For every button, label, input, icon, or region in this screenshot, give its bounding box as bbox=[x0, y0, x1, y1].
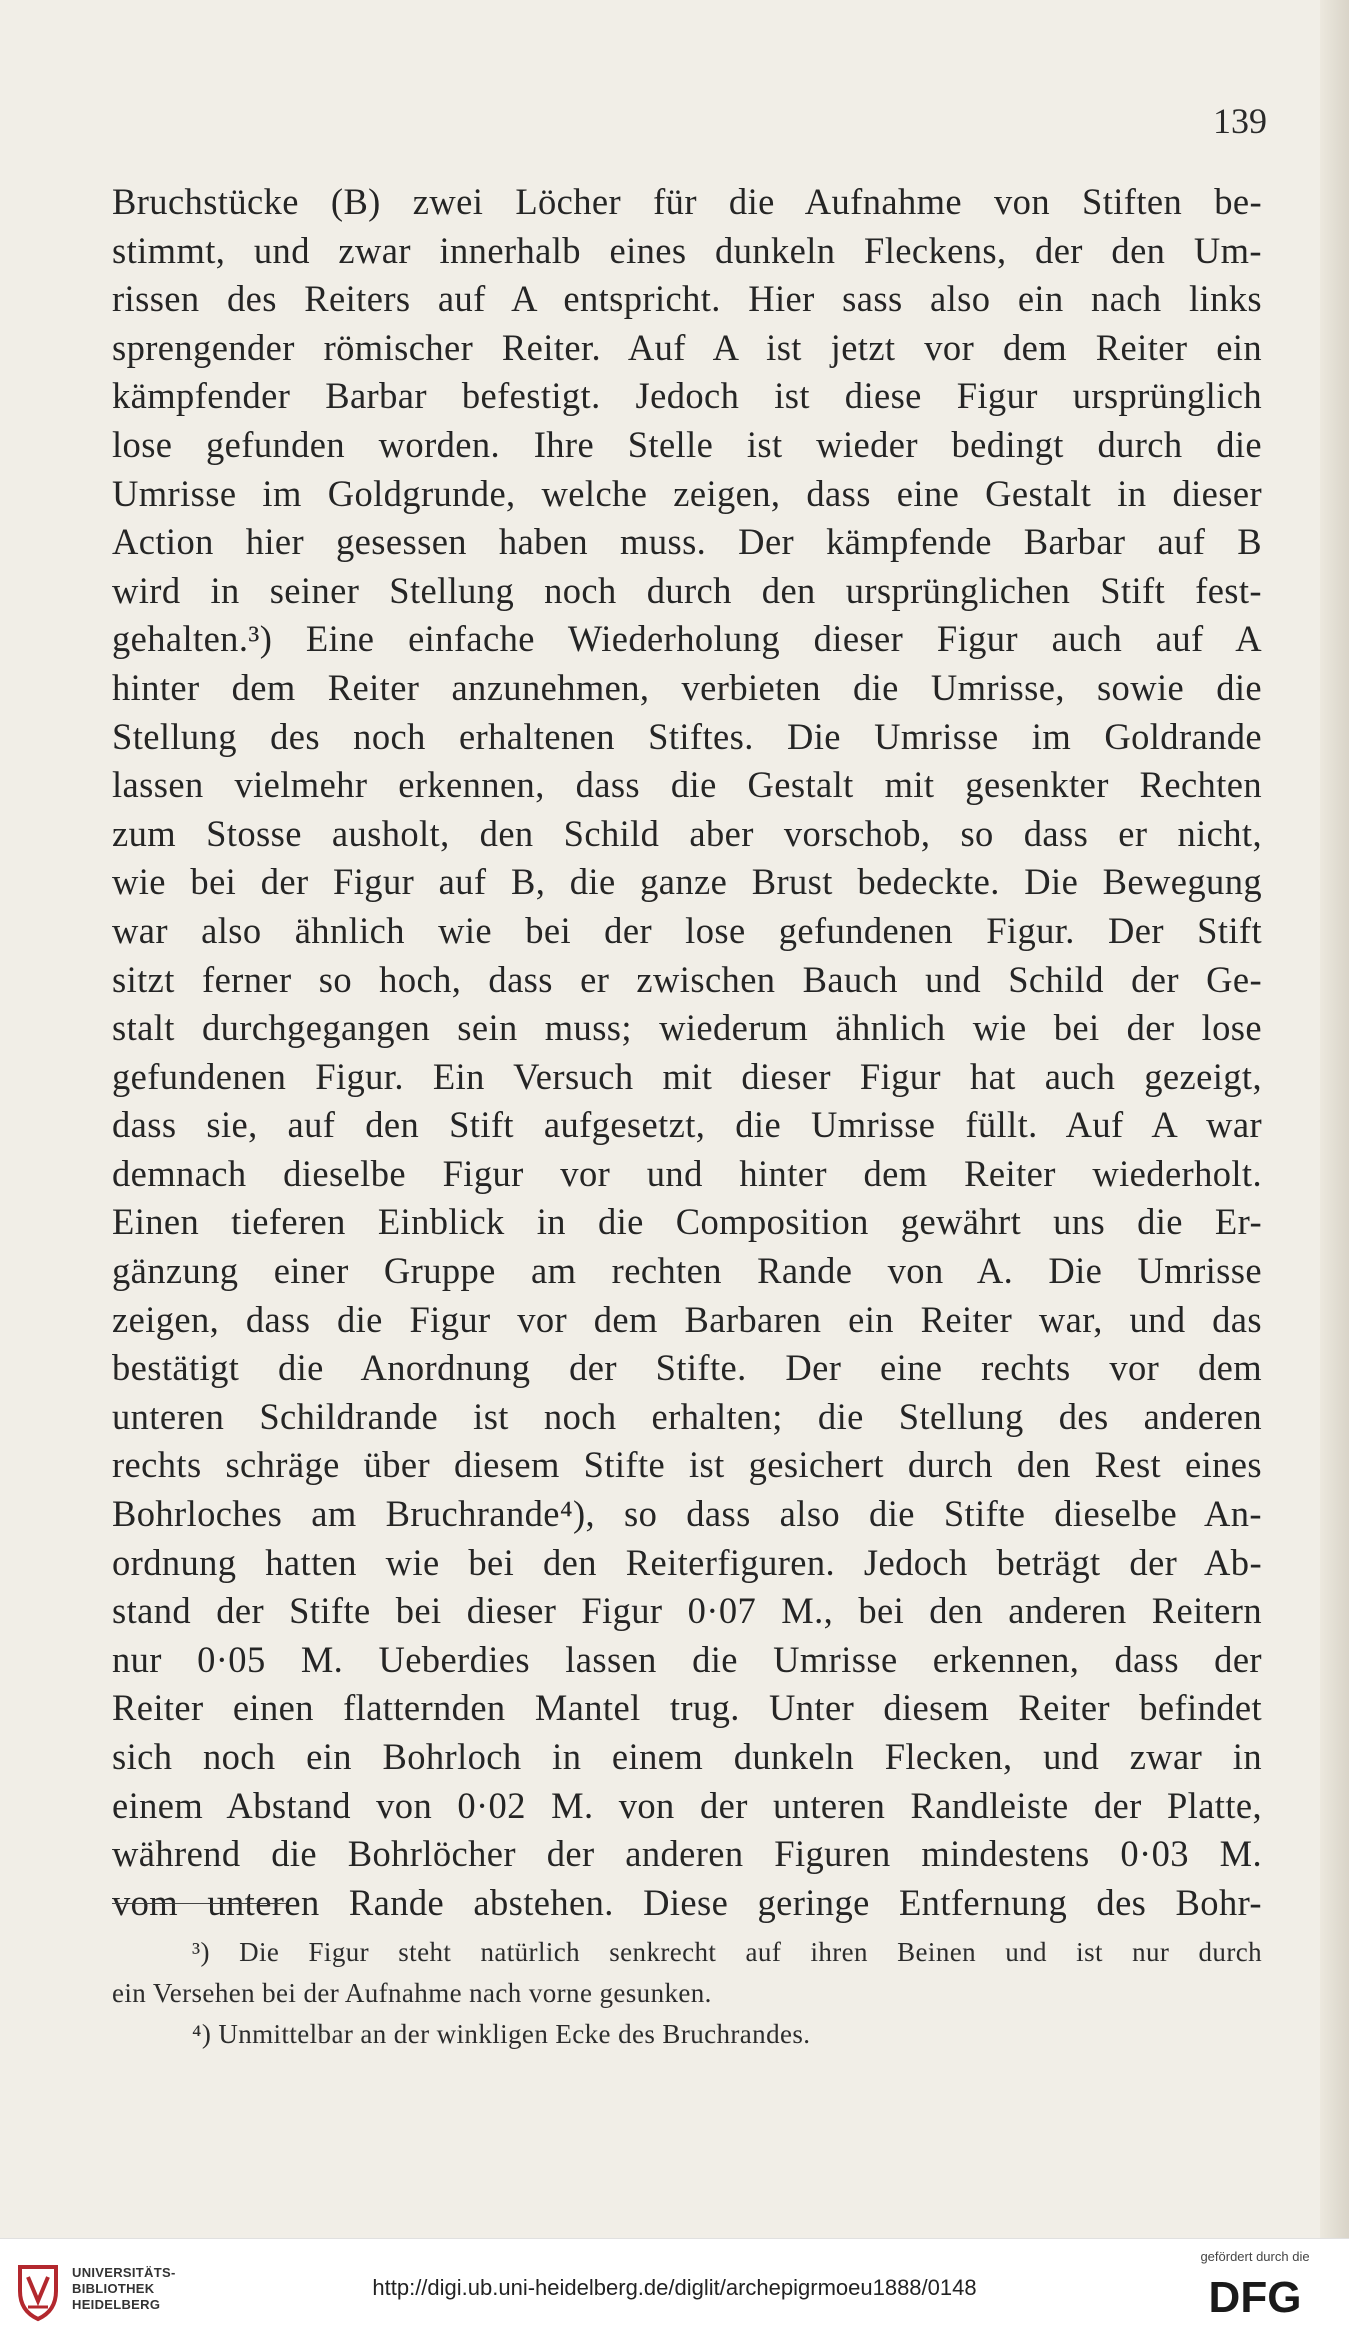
body-line: demnach dieselbe Figur vor und hinter dem Reiter wiederholt. bbox=[112, 1152, 1262, 1194]
body-line: kämpfender Barbar befestigt. Jedoch ist diese Figur ursprünglich bbox=[112, 375, 1262, 417]
body-line: stimmt, und zwar innerhalb eines dunkeln Fleckens, der den Um- bbox=[112, 229, 1262, 271]
body-line: rechts schräge über diesem Stifte ist gesichert durch den Rest eines bbox=[112, 1444, 1262, 1486]
body-line: wie bei der Figur auf B, die ganze Brust bedeckte. Die Bewegung bbox=[112, 861, 1262, 903]
body-line: lose gefunden worden. Ihre Stelle ist wieder bedingt durch die bbox=[112, 423, 1262, 465]
body-line: dass sie, auf den Stift aufgesetzt, die Umrisse füllt. Auf A war bbox=[112, 1104, 1262, 1146]
body-line: stand der Stifte bei dieser Figur 0·07 M., bei den anderen Reitern bbox=[112, 1590, 1262, 1632]
body-line: sitzt ferner so hoch, dass er zwischen Bauch und Schild der Ge- bbox=[112, 958, 1262, 1000]
body-line: gehalten.³) Eine einfache Wiederholung dieser Figur auch auf A bbox=[112, 618, 1262, 660]
page-number: 139 bbox=[1213, 101, 1267, 141]
body-line: nur 0·05 M. Ueberdies lassen die Umrisse erkennen, dass der bbox=[112, 1638, 1262, 1680]
body-line: sprengender römischer Reiter. Auf A ist jetzt vor dem Reiter ein bbox=[112, 326, 1262, 368]
body-line: Action hier gesessen haben muss. Der kämpfende Barbar auf B bbox=[112, 521, 1262, 563]
body-line: zeigen, dass die Figur vor dem Barbaren ein Reiter war, und das bbox=[112, 1298, 1262, 1340]
dfg-logo-text: DFG bbox=[1208, 2273, 1302, 2318]
body-line: gänzung einer Gruppe am rechten Rande von A. Die Umrisse bbox=[112, 1250, 1262, 1292]
body-line: rissen des Reiters auf A entspricht. Hier sass also ein nach links bbox=[112, 278, 1262, 320]
body-line: Stellung des noch erhaltenen Stiftes. Die Umrisse im Goldrande bbox=[112, 715, 1262, 757]
body-line: Einen tieferen Einblick in die Composition gewährt uns die Er- bbox=[112, 1201, 1262, 1243]
body-line: zum Stosse ausholt, den Schild aber vorschob, so dass er nicht, bbox=[112, 812, 1262, 854]
library-name-line-2: BIBLIOTHEK bbox=[72, 2281, 155, 2296]
viewer-footer bbox=[0, 2238, 1349, 2339]
body-line: sich noch ein Bohrloch in einem dunkeln Flecken, und zwar in bbox=[112, 1736, 1262, 1777]
footnotes bbox=[112, 1932, 1262, 2055]
body-line: stalt durchgegangen sein muss; wiederum ähnlich wie bei der lose bbox=[112, 1007, 1262, 1049]
footnote-divider bbox=[112, 1903, 287, 1904]
body-line: gefundenen Figur. Ein Versuch mit dieser Figur hat auch gezeigt, bbox=[112, 1055, 1262, 1097]
body-line: bestätigt die Anordnung der Stifte. Der eine rechts vor dem bbox=[112, 1347, 1262, 1389]
body-line: Reiter einen flatternden Mantel trug. Unter diesem Reiter befindet bbox=[112, 1687, 1262, 1729]
body-line: unteren Schildrande ist noch erhalten; die Stellung des anderen bbox=[112, 1395, 1262, 1437]
body-line: Umrisse im Goldgrunde, welche zeigen, dass eine Gestalt in dieser bbox=[112, 472, 1262, 514]
body-line: während die Bohrlöcher der anderen Figuren mindestens 0·03 M. bbox=[112, 1833, 1262, 1875]
page-edge-shadow bbox=[1320, 0, 1349, 2238]
footnote-3-line-1: ³) Die Figur steht natürlich senkrecht auf ihren Beinen und ist nur durch bbox=[192, 1937, 1262, 1967]
body-line: vom unteren Rande abstehen. Diese geringe Entfernung des Bohr- bbox=[112, 1881, 1262, 1923]
footnote-3-line-2: ein Versehen bei der Aufnahme nach vorne gesunken. bbox=[112, 1978, 712, 2008]
body-line: hinter dem Reiter anzunehmen, verbieten die Umrisse, sowie die bbox=[112, 666, 1262, 708]
body-line: lassen vielmehr erkennen, dass die Gestalt mit gesenkter Rechten bbox=[112, 764, 1262, 806]
body-text bbox=[112, 178, 1262, 1927]
dfg-logo-icon[interactable] bbox=[1185, 2270, 1325, 2318]
footnote-4: ⁴) Unmittelbar an der winkligen Ecke des Bruchrandes. bbox=[192, 2019, 811, 2049]
body-line: Bohrloches am Bruchrande⁴), so dass also die Stifte dieselbe An- bbox=[112, 1493, 1262, 1535]
funded-by-label: gefördert durch die bbox=[1200, 2249, 1310, 2264]
library-name-line-3: HEIDELBERG bbox=[72, 2297, 161, 2312]
funding-credit bbox=[1185, 2249, 1325, 2318]
library-name-line-1: UNIVERSITÄTS- bbox=[72, 2265, 176, 2280]
body-line: einem Abstand von 0·02 M. von der unteren Randleiste der Platte, bbox=[112, 1784, 1262, 1826]
body-line: war also ähnlich wie bei der lose gefundenen Figur. Der Stift bbox=[112, 909, 1262, 951]
permalink-url[interactable]: http://digi.ub.uni-heidelberg.de/diglit/archepigrmoeu1888/0148 bbox=[372, 2275, 977, 2300]
body-line: ordnung hatten wie bei den Reiterfiguren. Jedoch beträgt der Ab- bbox=[112, 1541, 1262, 1583]
body-line: wird in seiner Stellung noch durch den ursprünglichen Stift fest- bbox=[112, 569, 1262, 611]
body-line: Bruchstücke (B) zwei Löcher für die Aufnahme von Stiften be- bbox=[112, 181, 1262, 222]
